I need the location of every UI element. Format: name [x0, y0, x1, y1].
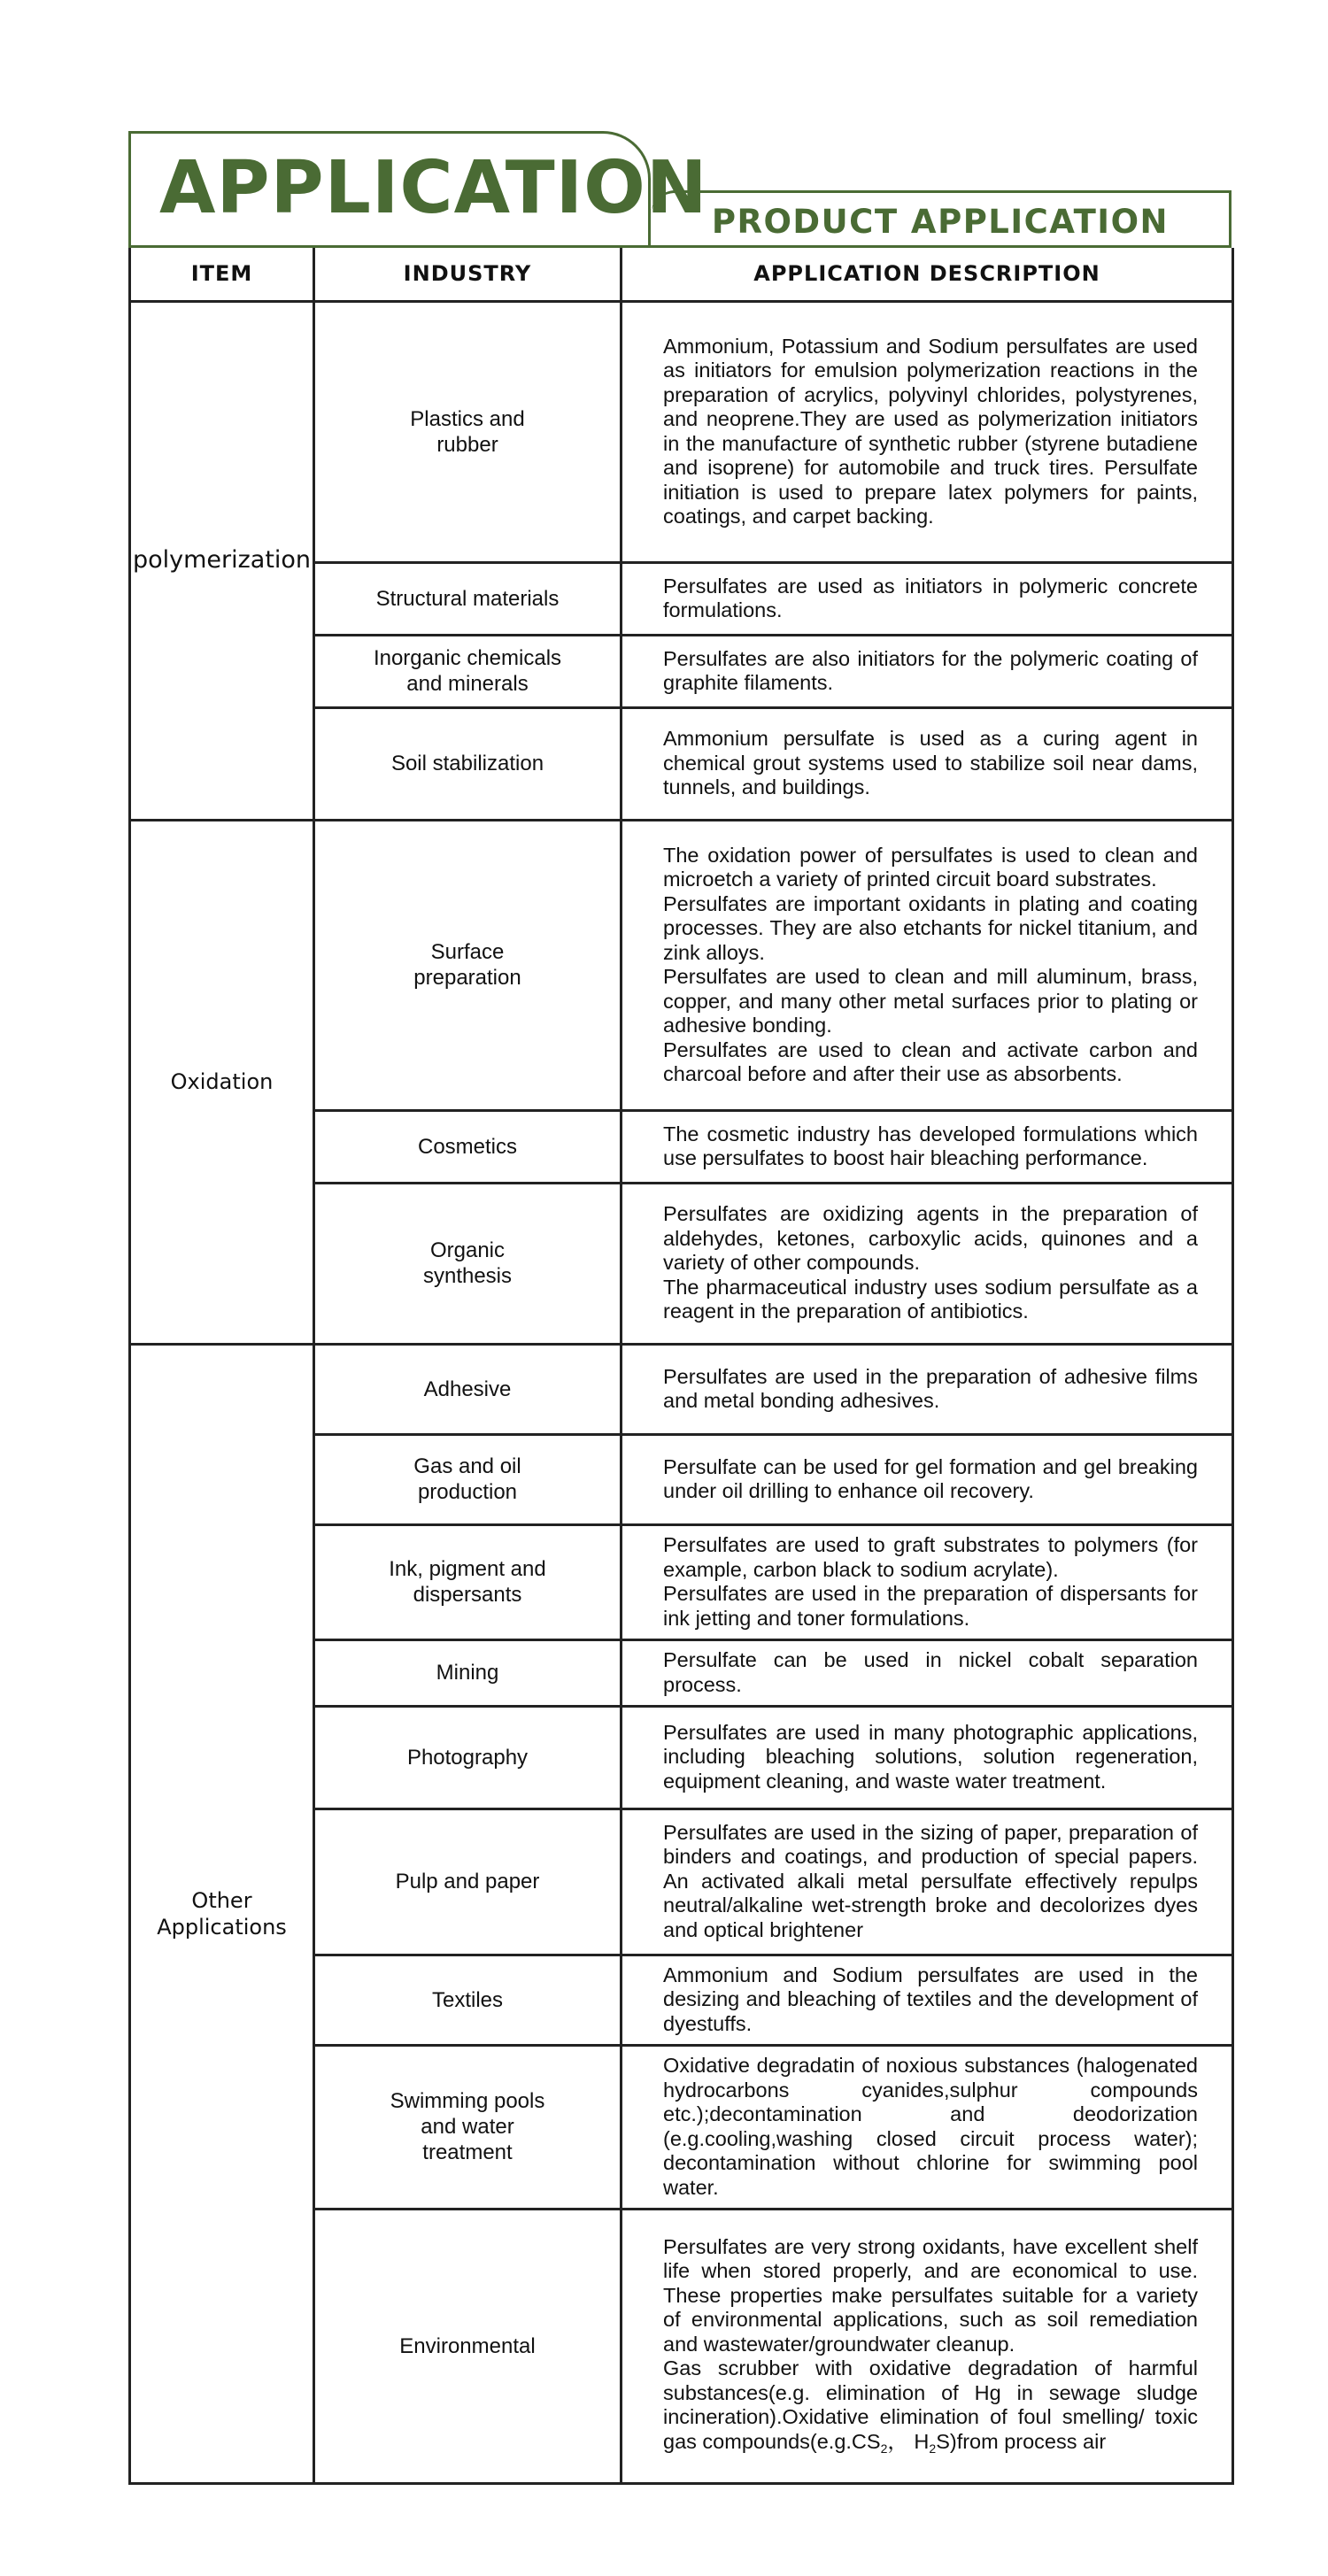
header-divider	[128, 245, 1231, 248]
industry-cell	[314, 820, 622, 1110]
industry-label: dispersants	[413, 1583, 522, 1607]
description-cell	[622, 562, 1233, 635]
description-cell	[622, 1639, 1233, 1706]
industry-cell	[314, 301, 622, 562]
industry-cell	[314, 562, 622, 635]
description-text: Persulfates are used to graft substrates to polymers (for example, carbon black to sodium acrylate).	[663, 1533, 1198, 1581]
industry-label: treatment	[422, 2140, 513, 2164]
industry-cell	[314, 1183, 622, 1344]
industry-cell	[314, 2045, 622, 2209]
industry-label: Environmental	[399, 2333, 536, 2358]
industry-label: Photography	[406, 1745, 529, 1770]
description-cell	[622, 1524, 1233, 1639]
description-cell	[622, 820, 1233, 1110]
description-text: Persulfates are used as initiators in polymeric concrete formulations.	[663, 574, 1198, 621]
application-sheet	[128, 131, 1231, 2485]
description-text: The cosmetic industry has developed formulations which use persulfates to boost hair bleaching performance.	[663, 1122, 1198, 1169]
description-text: Gas scrubber with oxidative degradation of harmful substances(e.g. elimination of Hg in sewage sludge incineration).Oxidative elimination of foul smelling/ toxic gas $compounds(e.g.CS_2$， $H_2S)from$ process air	[663, 2356, 1198, 2456]
industry-label: production	[417, 1480, 518, 1504]
table-row	[130, 301, 1233, 562]
industry-cell	[314, 1524, 622, 1639]
description-text: Persulfates are used in the preparation of adhesive films and metal bonding adhesives.	[663, 1364, 1198, 1412]
description-text: Ammonium and Sodium persulfates are used in the desizing and bleaching of textiles and the development of dyestuffs.	[663, 1963, 1198, 2035]
description-cell	[622, 635, 1233, 707]
description-cell	[622, 1955, 1233, 2045]
description-text: The oxidation power of persulfates is used to clean and microetch a variety of printed circuit board substrates.	[663, 843, 1198, 891]
industry-label: and minerals	[406, 672, 529, 696]
description-cell	[622, 1110, 1233, 1183]
industry-label: Plastics and	[410, 406, 525, 431]
industry-label: Pulp and paper	[395, 1870, 540, 1893]
description-cell	[622, 2209, 1233, 2483]
industry-cell	[314, 707, 622, 820]
description-cell	[622, 1183, 1233, 1344]
description-text: Persulfates are used in many photographic applications, including bleaching solutions, solution regeneration, equipment cleaning, and waste water treatment.	[663, 1720, 1198, 1793]
industry-cell	[314, 1110, 622, 1183]
industry-cell	[314, 1809, 622, 1955]
item-label: polymerization	[132, 546, 312, 574]
description-text: Persulfates are oxidizing agents in the preparation of aldehydes, ketones, carboxylic acids, quinones and a variety of other compounds.	[663, 1202, 1198, 1275]
table-row	[130, 820, 1233, 1110]
table-row	[130, 1344, 1233, 1434]
description-text: Ammonium, Potassium and Sodium persulfates are used as initiators for emulsion polymerization reactions in the preparation of acrylics, polyvinyl chlorides, polystyrenes, and neoprene.They are used as polymerization initiators in the manufacture of synthetic rubber (styrene butadiene and isoprene) for automobile and truck tires. Persulfate initiation is used to prepare latex polymers for paints, coatings, and carpet backing.	[663, 334, 1198, 528]
description-text: Persulfates are important oxidants in plating and coating processes. They are also etchants for nickel titanium, and zink alloys.	[663, 891, 1198, 964]
industry-label: Cosmetics	[417, 1134, 518, 1159]
header-tabs	[128, 131, 1231, 248]
industry-label: and water	[421, 2115, 514, 2139]
industry-label: Textiles	[431, 1987, 504, 2012]
column-header-industry: INDUSTRY	[314, 248, 622, 301]
description-cell	[622, 1344, 1233, 1434]
description-cell	[622, 301, 1233, 562]
column-header-item: ITEM	[130, 248, 314, 301]
industry-cell	[314, 1955, 622, 2045]
description-text: Ammonium persulfate is used as a curing agent in chemical grout systems used to stabilize soil near dams, tunnels, and buildings.	[663, 727, 1198, 799]
item-label: Applications	[157, 1914, 287, 1940]
industry-label: Organic	[429, 1238, 506, 1262]
industry-cell	[314, 635, 622, 707]
description-cell	[622, 707, 1233, 820]
industry-cell	[314, 1706, 622, 1809]
industry-label: Surface	[430, 940, 505, 964]
description-cell	[622, 1706, 1233, 1809]
description-text: Persulfates are used to clean and mill aluminum, brass, copper, and many other metal surfaces prior to plating or adhesive bonding.	[663, 965, 1198, 1037]
description-cell	[622, 1434, 1233, 1524]
section-title: PRODUCT APPLICATION	[711, 203, 1169, 241]
industry-label: synthesis	[422, 1264, 513, 1288]
page-title: APPLICATION	[159, 146, 708, 230]
description-text: Persulfates are used to clean and activate carbon and charcoal before and after their use as absorbents.	[663, 1037, 1198, 1085]
description-text: Persulfates are used in the sizing of paper, preparation of binders and coatings, and production of special papers. An activated alkali metal persulfate effectively repulps neutral/alkaline wet-strength broke and decolorizes dyes and optical brightener	[663, 1820, 1198, 1941]
industry-label: Inorganic chemicals	[373, 646, 562, 670]
industry-cell	[314, 1639, 622, 1706]
industry-label: Adhesive	[423, 1377, 512, 1401]
description-text: Persulfates are very strong oxidants, have excellent shelf life when stored properly, and are economical to use. These properties make persulfates suitable for a variety of environmental applications, such as soil remediation and wastewater/groundwater cleanup.	[663, 2234, 1198, 2356]
item-oxidation	[130, 820, 314, 1344]
table-header-row	[130, 248, 1233, 301]
description-text: Persulfates are also initiators for the polymeric coating of graphite filaments.	[663, 646, 1198, 694]
product-application-tab	[651, 190, 1231, 245]
industry-label: Gas and oil	[413, 1454, 521, 1478]
description-text: The pharmaceutical industry uses sodium persulfate as a reagent in the preparation of antibiotics.	[663, 1275, 1198, 1323]
application-table	[128, 248, 1234, 2485]
description-text: Persulfate can be used in nickel cobalt separation process.	[663, 1648, 1198, 1696]
industry-cell	[314, 2209, 622, 2483]
description-cell	[622, 2045, 1233, 2209]
item-other-applications	[130, 1344, 314, 2483]
industry-label: Soil stabilization	[390, 752, 544, 775]
item-polymerization	[130, 301, 314, 820]
description-text: Oxidative degradatin of noxious substances (halogenated hydrocarbons cyanides,sulphur compounds etc.);decontamination and deodorization (e.g.cooling,washing closed circuit process water); decontamination without chlorine for swimming pool water.	[663, 2054, 1198, 2199]
industry-label: preparation	[413, 966, 521, 990]
description-cell	[622, 1809, 1233, 1955]
industry-cell	[314, 1344, 622, 1434]
column-header-description: APPLICATION DESCRIPTION	[622, 248, 1233, 301]
item-label: Other	[191, 1887, 252, 1913]
industry-label: rubber	[436, 432, 498, 457]
industry-label: Structural materials	[375, 586, 560, 611]
industry-label: Swimming pools	[390, 2089, 545, 2113]
industry-label: Ink, pigment and	[389, 1557, 546, 1581]
item-label: Oxidation	[170, 1069, 274, 1094]
description-text: Persulfate can be used for gel formation and gel breaking under oil drilling to enhance oil recovery.	[663, 1454, 1198, 1502]
application-tab	[128, 131, 708, 245]
industry-cell	[314, 1434, 622, 1524]
description-text: Persulfates are used in the preparation of dispersants for ink jetting and toner formulations.	[663, 1582, 1198, 1630]
industry-label: Mining	[436, 1661, 499, 1685]
